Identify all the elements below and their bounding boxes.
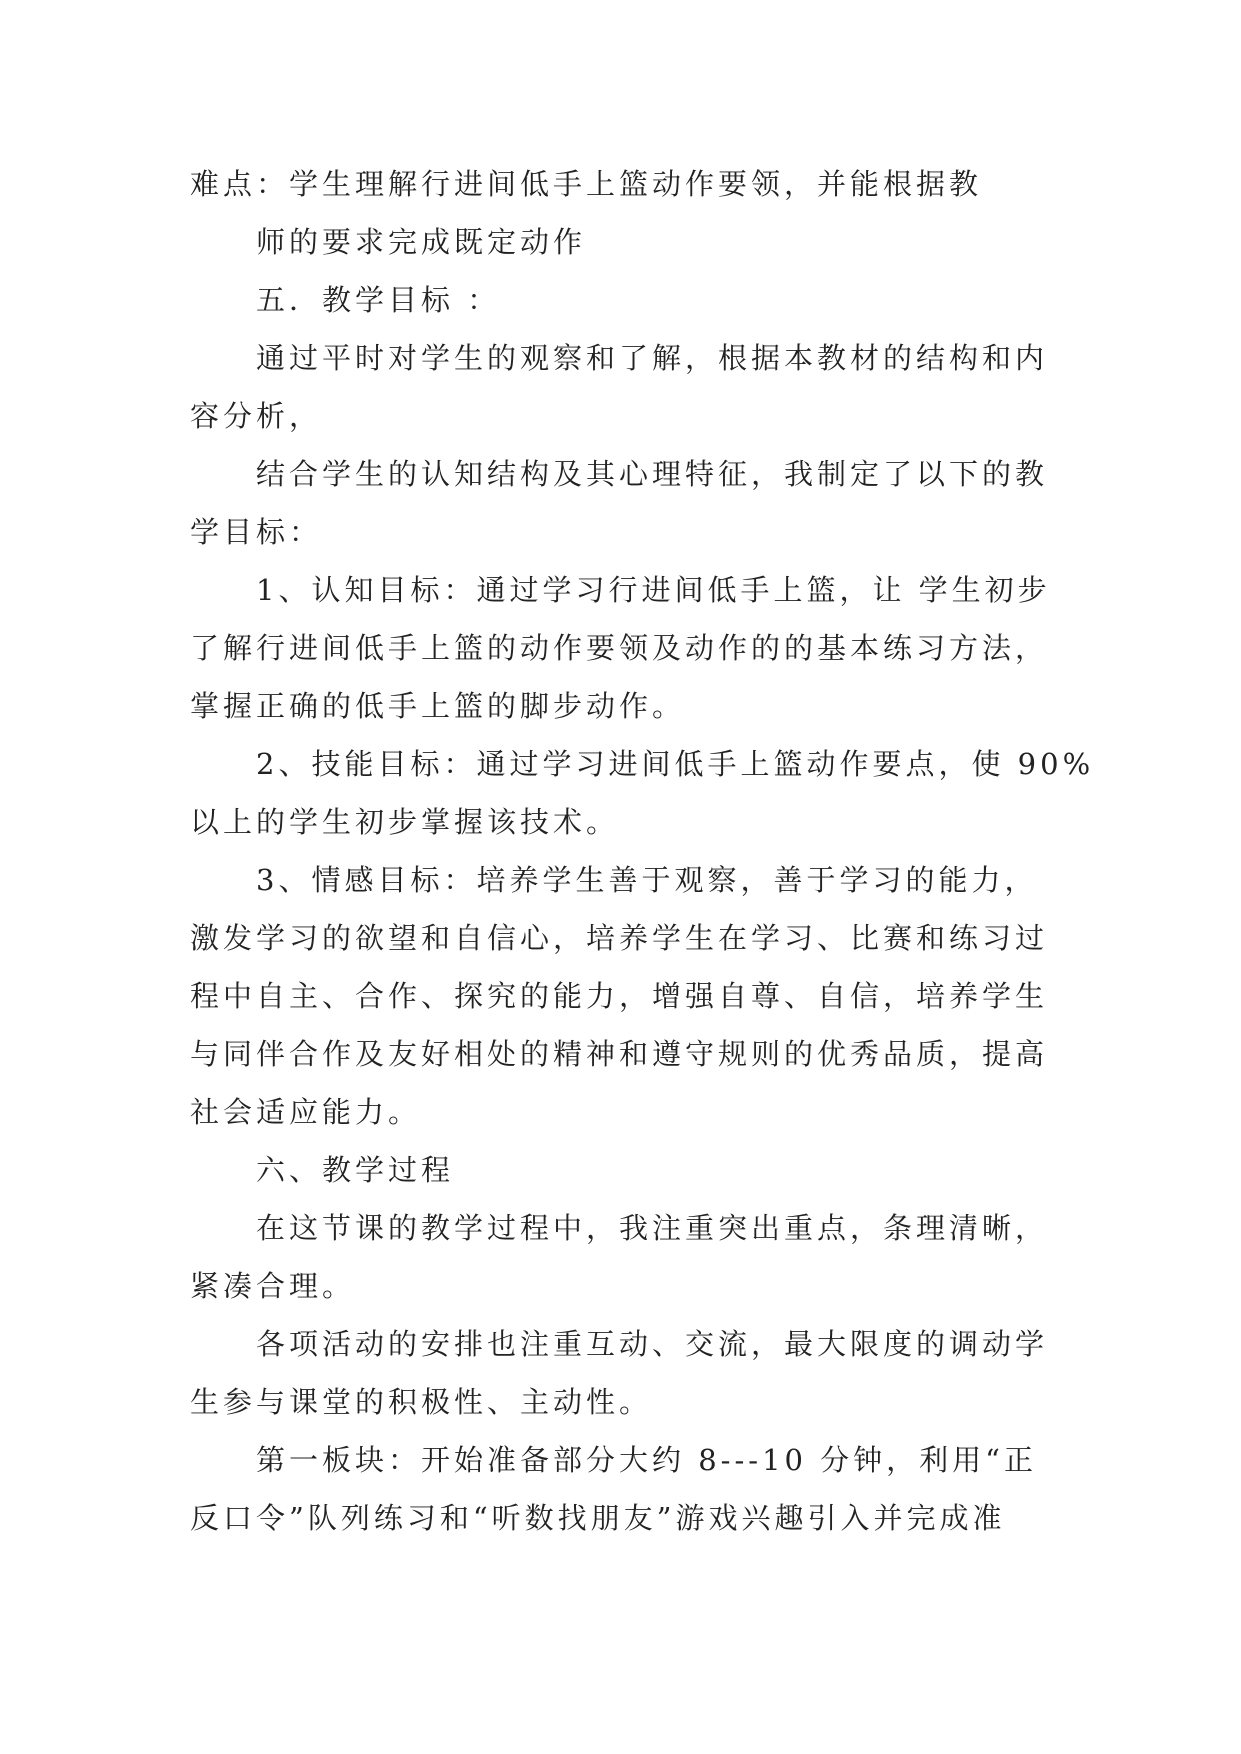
text-line: 2、技能目标：通过学习进间低手上篮动作要点，使 90% (256, 747, 1095, 781)
text-line: 3、情感目标：培养学生善于观察，善于学习的能力， (256, 863, 1038, 897)
text-line: 结合学生的认知结构及其心理特征，我制定了以下的教 (256, 457, 1049, 491)
text-line: 掌握正确的低手上篮的脚步动作。 (190, 689, 686, 723)
text-line: 各项活动的安排也注重互动、交流，最大限度的调动学 (256, 1327, 1049, 1361)
text-line: 容分析， (190, 399, 323, 433)
text-line: 在这节课的教学过程中，我注重突出重点，条理清晰， (256, 1211, 1049, 1245)
text-line: 激发学习的欲望和自信心，培养学生在学习、比赛和练习过 (190, 921, 1049, 955)
text-line: 紧凑合理。 (190, 1269, 356, 1303)
text-line: 师的要求完成既定动作 (256, 225, 587, 259)
text-line: 第一板块：开始准备部分大约 8---10 分钟，利用“正 (256, 1443, 1038, 1477)
text-line: 学目标： (190, 515, 323, 549)
text-line: 了解行进间低手上篮的动作要领及动作的的基本练习方法， (190, 631, 1049, 665)
text-line: 社会适应能力。 (190, 1095, 422, 1129)
text-line: 以上的学生初步掌握该技术。 (190, 805, 620, 839)
text-line: 反口令”队列练习和“听数找朋友”游戏兴趣引入并完成准 (190, 1501, 1006, 1535)
text-line: 程中自主、合作、探究的能力，增强自尊、自信，培养学生 (190, 979, 1049, 1013)
text-line: 通过平时对学生的观察和了解，根据本教材的结构和内 (256, 341, 1049, 375)
text-line: 难点：学生理解行进间低手上篮动作要领，并能根据教 (190, 167, 983, 201)
text-line: 生参与课堂的积极性、主动性。 (190, 1385, 653, 1419)
text-line: 与同伴合作及友好相处的精神和遵守规则的优秀品质，提高 (190, 1037, 1049, 1071)
section-heading: 六、教学过程 (256, 1153, 455, 1187)
text-line: 1、认知目标：通过学习行进间低手上篮，让 学生初步 (256, 573, 1051, 607)
section-heading: 五．教学目标 ： (256, 283, 501, 317)
